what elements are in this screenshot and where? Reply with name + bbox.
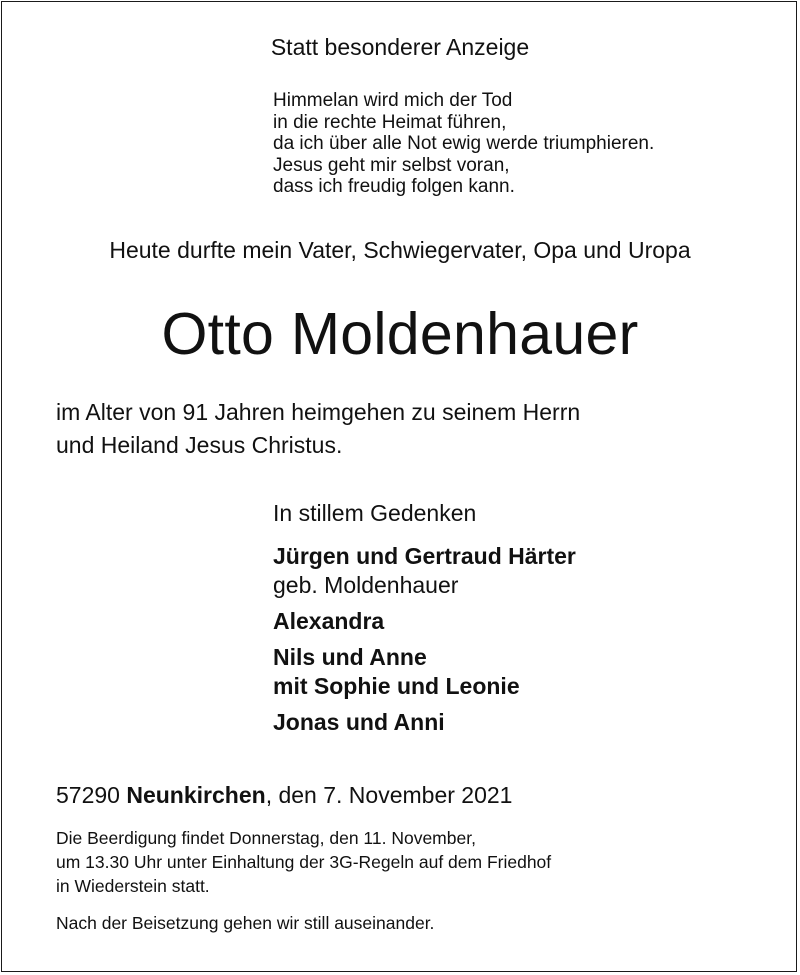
funeral-info: [56, 826, 551, 898]
deceased-name: Otto Moldenhauer: [161, 301, 639, 367]
mourner-alexandra: Alexandra: [273, 608, 385, 634]
mourner-children: mit Sophie und Leonie: [273, 673, 520, 699]
poem-line: Jesus geht mir selbst voran,: [273, 154, 510, 176]
mourner-couple: Jürgen und Gertraud Härter: [273, 543, 576, 569]
place-date: [56, 782, 512, 809]
closing-text: Nach der Beisetzung gehen wir still auseinander.: [56, 913, 435, 933]
mourner-nils-anne: Nils und Anne: [273, 644, 427, 670]
city: Neunkirchen: [126, 782, 266, 808]
poem-block: [273, 90, 654, 198]
poem-line: Himmelan wird mich der Tod: [273, 90, 513, 111]
mourner-maiden-name: geb. Moldenhauer: [273, 572, 459, 598]
poem-line: in die rechte Heimat führen,: [273, 111, 507, 133]
notice-header: Statt besonderer Anzeige: [270, 34, 530, 60]
poem-line: da ich über alle Not ewig werde triumphieren.: [273, 133, 655, 154]
postcode: 57290: [56, 782, 120, 808]
age-text: [56, 396, 580, 462]
funeral-line: um 13.30 Uhr unter Einhaltung der 3G-Regeln auf dem Friedhof: [56, 852, 552, 872]
mourner-jonas-anni: Jonas und Anni: [273, 709, 445, 735]
intro-text: Heute durfte mein Vater, Schwiegervater, Opa und Uropa: [109, 237, 691, 263]
age-line: und Heiland Jesus Christus.: [56, 432, 343, 458]
memory-line: In stillem Gedenken: [273, 500, 477, 526]
funeral-line: in Wiederstein statt.: [56, 876, 210, 896]
funeral-line: Die Beerdigung findet Donnerstag, den 11. November,: [56, 828, 476, 848]
age-line: im Alter von 91 Jahren heimgehen zu seinem Herrn: [56, 399, 581, 425]
date: , den 7. November 2021: [265, 782, 513, 808]
poem-line: dass ich freudig folgen kann.: [273, 176, 515, 197]
mourners-list: [273, 542, 576, 737]
